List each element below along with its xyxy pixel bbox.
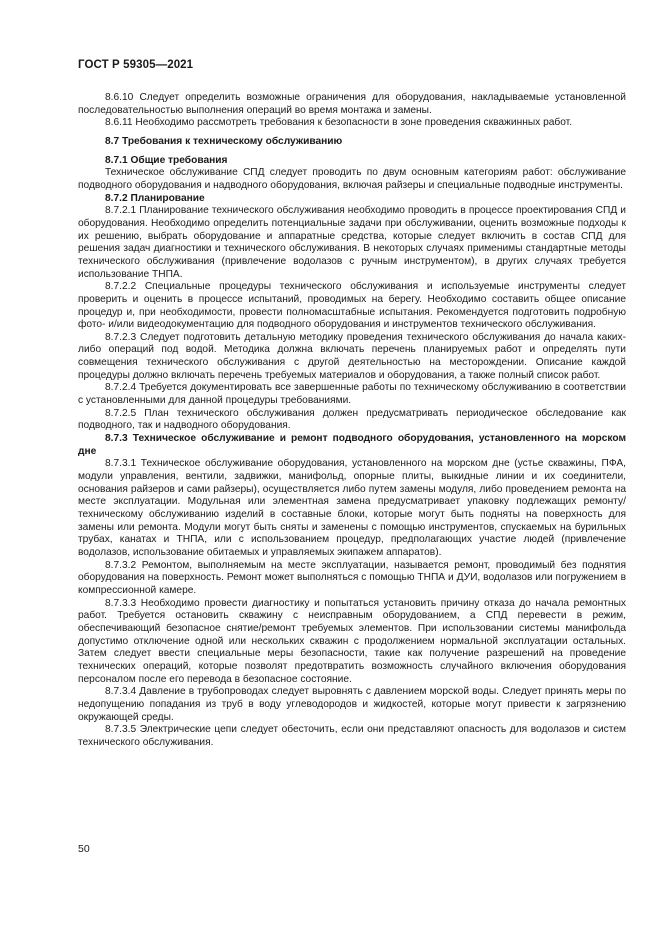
paragraph-8-7-3-3: 8.7.3.3 Необходимо провести диагностику и попытаться установить причину отказа до начала ремонтных работ. Требуется остановить скважину с неисправным оборудованием, а СПД перевести в режим, обеспечивающий безопасное снятие/ремонт требуемых элементов. При использовании системы манифольда допустимо отключение одной или нескольких скважин с продолжением нормальной эксплуатации остальных. Затем следует ввести специальные меры безопасности, такие как получение разрешений на проведение технических операций, которые позволят предотвратить возможность случайного включения оборудования персоналом после его перевода в безопасное состояние.: [78, 597, 626, 685]
paragraph-8-7-2-4: 8.7.2.4 Требуется документировать все завершенные работы по техническому обслуживанию в соответствии с установленными для данной процедуры требованиями.: [78, 382, 626, 407]
subsection-heading-8-7-2: 8.7.2 Планирование: [105, 192, 205, 204]
paragraph-8-6-10: 8.6.10 Следует определить возможные ограничения для оборудования, накладываемые установленной последовательностью выполнения операций во время монтажа и замены.: [78, 92, 626, 116]
section-heading-8-7: 8.7 Требования к техническому обслуживанию: [105, 135, 343, 147]
document-body: [78, 92, 626, 749]
paragraph-8-7-2-3: 8.7.2.3 Следует подготовить детальную методику проведения технического обслуживания до начала каких-либо операций под водой. Методика должна включать перечень планируемых работ и определять пути совмещения технического обслуживания с другой деятельностью на месторождении. Описание каждой процедуры должно включать перечень требуемых материалов и оборудования, а также полный список работ.: [78, 331, 626, 381]
paragraph-8-7-3-1: 8.7.3.1 Техническое обслуживание оборудования, установленного на морском дне (устье скважины, ПФА, модули управления, вентили, задвижки, манифольд, опорные плиты, выкидные линии и их соединители, основания райзеров и сами райзеры), осуществляется либо путем замены модуля, либо проведением ремонта на месте эксплуатации. Модульная или элементная замена предусматривает упаковку подлежащих ремонту/техническому обслуживанию изделий в составные блоки, которые могут быть подняты на поверхность для замены или ремонта. Модули могут быть сняты и заменены с помощью инструментов, спускаемых на бурильных трубах, канатах и ТНПА, или с использованием процедур, предполагающих участие людей (привлечение водолазов, использование обитаемых и управляемых экипажем аппаратов).: [78, 458, 626, 558]
paragraph-8-7-1-body: Техническое обслуживание СПД следует проводить по двум основным категориям работ: обслуживание подводного оборудования и надводного оборудования, включая райзеры и специальные подводные инструменты.: [78, 167, 626, 191]
document-header: ГОСТ Р 59305—2021: [78, 59, 194, 71]
paragraph-8-7-2-1: 8.7.2.1 Планирование технического обслуживания необходимо проводить в процессе проектирования СПД и оборудования. Необходимо определить потенциальные задачи при обслуживании, оценить возможные подходы к их решению, выбрать оборудование и аппаратные средства, которые следует включить в состав СПД для решения задач диагностики и технического обслуживания. В некоторых случаях применимы стандартные методы технического обслуживания (привлечение водолазов с ручным инструментом), в других случаях требуется использование ТНПА.: [78, 205, 626, 280]
paragraph-8-7-3-4: 8.7.3.4 Давление в трубопроводах следует выровнять с давлением морской воды. Следует принять меры по недопущению попадания из труб в воду углеводородов и жидкостей, которые могут привести к загрязнению окружающей среды.: [78, 686, 626, 723]
paragraph-8-7-3-5: 8.7.3.5 Электрические цепи следует обесточить, если они представляют опасность для водолазов и систем технического обслуживания.: [78, 724, 626, 748]
subsection-heading-8-7-1: 8.7.1 Общие требования: [105, 154, 228, 166]
subsection-heading-8-7-3: 8.7.3 Техническое обслуживание и ремонт подводного оборудования, установленного на морском дне: [78, 433, 626, 457]
paragraph-8-7-3-2: 8.7.3.2 Ремонтом, выполняемым на месте эксплуатации, называется ремонт, проводимый без поднятия оборудования на поверхность. Ремонт может выполняться с помощью ТНПА и ДУИ, водолазов или погружением в компрессионной камере.: [78, 559, 626, 596]
paragraph-8-6-11: 8.6.11 Необходимо рассмотреть требования к безопасности в зоне проведения скважинных работ.: [105, 117, 573, 129]
paragraph-8-7-2-2: 8.7.2.2 Специальные процедуры технического обслуживания и используемые инструменты следует проверить и оценить в процессе испытаний, проводимых на берегу. Необходимо составить общее описание процедур и, при необходимости, провести полномасштабные испытания. Рекомендуется подготовить подробную фото- и/или видеодокументацию для подводного оборудования и инструментов технического обслуживания.: [78, 281, 626, 331]
paragraph-8-7-2-5: 8.7.2.5 План технического обслуживания должен предусматривать периодическое обследование как подводного, так и надводного оборудования.: [78, 407, 626, 432]
page-number: 50: [78, 843, 90, 855]
